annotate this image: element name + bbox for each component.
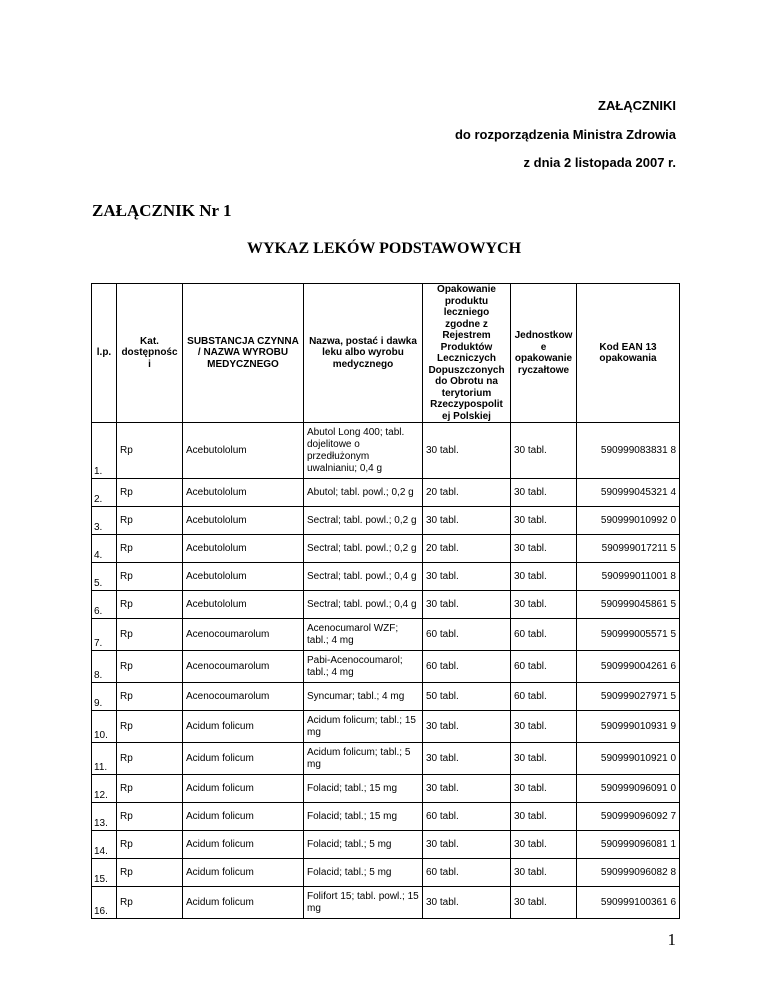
row-package: 30 tabl.: [423, 775, 511, 803]
row-unit-package: 60 tabl.: [511, 619, 577, 651]
table-row: [92, 619, 680, 651]
row-lp: 12.: [92, 775, 117, 803]
row-name: Acidum folicum; tabl.; 5 mg: [304, 743, 423, 775]
row-ean: 590999004261 6: [577, 651, 680, 683]
row-name: Folacid; tabl.; 5 mg: [304, 859, 423, 887]
row-package: 20 tabl.: [423, 535, 511, 563]
row-name: Folacid; tabl.; 15 mg: [304, 775, 423, 803]
row-lp: 9.: [92, 683, 117, 711]
row-ean: 590999010921 0: [577, 743, 680, 775]
row-unit-package: 30 tabl.: [511, 887, 577, 919]
row-package: 30 tabl.: [423, 591, 511, 619]
row-ean: 590999017211 5: [577, 535, 680, 563]
row-category: Rp: [117, 507, 183, 535]
row-substance: Acenocoumarolum: [183, 651, 304, 683]
row-ean: 590999011001 8: [577, 563, 680, 591]
row-package: 60 tabl.: [423, 803, 511, 831]
row-lp: 2.: [92, 479, 117, 507]
row-unit-package: 30 tabl.: [511, 507, 577, 535]
row-name: Folacid; tabl.; 15 mg: [304, 803, 423, 831]
header-regulation: do rozporządzenia Ministra Zdrowia: [454, 127, 676, 142]
col-header-lp: l.p.: [92, 284, 117, 423]
row-substance: Acidum folicum: [183, 711, 304, 743]
row-category: Rp: [117, 743, 183, 775]
row-unit-package: 60 tabl.: [511, 651, 577, 683]
row-name: Sectral; tabl. powl.; 0,4 g: [304, 591, 423, 619]
row-substance: Acebutololum: [183, 479, 304, 507]
row-substance: Acenocoumarolum: [183, 683, 304, 711]
row-unit-package: 60 tabl.: [511, 683, 577, 711]
row-substance: Acidum folicum: [183, 887, 304, 919]
row-unit-package: 30 tabl.: [511, 563, 577, 591]
table-row: [92, 507, 680, 535]
row-name: Sectral; tabl. powl.; 0,2 g: [304, 535, 423, 563]
row-lp: 7.: [92, 619, 117, 651]
header-date: z dnia 2 listopada 2007 r.: [523, 155, 676, 170]
row-category: Rp: [117, 479, 183, 507]
row-unit-package: 30 tabl.: [511, 831, 577, 859]
row-ean: 590999045321 4: [577, 479, 680, 507]
row-unit-package: 30 tabl.: [511, 743, 577, 775]
row-name: Syncumar; tabl.; 4 mg: [304, 683, 423, 711]
drug-table: [91, 283, 680, 919]
row-category: Rp: [117, 683, 183, 711]
col-header-name: Nazwa, postać i dawka leku albo wyrobu medycznego: [304, 284, 423, 423]
row-lp: 5.: [92, 563, 117, 591]
row-category: Rp: [117, 887, 183, 919]
row-lp: 11.: [92, 743, 117, 775]
row-category: Rp: [117, 775, 183, 803]
row-lp: 6.: [92, 591, 117, 619]
row-lp: 3.: [92, 507, 117, 535]
row-ean: 590999100361 6: [577, 887, 680, 919]
table-row: [92, 423, 680, 479]
row-substance: Acebutololum: [183, 535, 304, 563]
row-substance: Acebutololum: [183, 423, 304, 479]
row-name: Pabi-Acenocoumarol; tabl.; 4 mg: [304, 651, 423, 683]
row-lp: 4.: [92, 535, 117, 563]
row-unit-package: 30 tabl.: [511, 423, 577, 479]
row-package: 30 tabl.: [423, 423, 511, 479]
row-unit-package: 30 tabl.: [511, 479, 577, 507]
page-number: 1: [667, 930, 676, 949]
table-row: [92, 775, 680, 803]
row-category: Rp: [117, 651, 183, 683]
table-row: [92, 887, 680, 919]
row-substance: Acidum folicum: [183, 775, 304, 803]
row-substance: Acenocoumarolum: [183, 619, 304, 651]
row-unit-package: 30 tabl.: [511, 591, 577, 619]
row-lp: 16.: [92, 887, 117, 919]
row-ean: 590999083831 8: [577, 423, 680, 479]
row-name: Folacid; tabl.; 5 mg: [304, 831, 423, 859]
col-header-category: Kat. dostępnośc i: [117, 284, 183, 423]
row-category: Rp: [117, 535, 183, 563]
row-substance: Acidum folicum: [183, 831, 304, 859]
row-unit-package: 30 tabl.: [511, 859, 577, 887]
row-category: Rp: [117, 831, 183, 859]
row-category: Rp: [117, 619, 183, 651]
table-row: [92, 803, 680, 831]
row-name: Sectral; tabl. powl.; 0,2 g: [304, 507, 423, 535]
row-category: Rp: [117, 423, 183, 479]
col-header-unit-package: Jednostkow e opakowanie ryczałtowe: [511, 284, 577, 423]
row-ean: 590999005571 5: [577, 619, 680, 651]
table-row: [92, 535, 680, 563]
row-lp: 1.: [92, 423, 117, 479]
row-unit-package: 30 tabl.: [511, 535, 577, 563]
row-package: 60 tabl.: [423, 651, 511, 683]
row-lp: 14.: [92, 831, 117, 859]
row-category: Rp: [117, 591, 183, 619]
row-name: Acenocumarol WZF; tabl.; 4 mg: [304, 619, 423, 651]
row-unit-package: 30 tabl.: [511, 803, 577, 831]
table-row: [92, 651, 680, 683]
row-ean: 590999027971 5: [577, 683, 680, 711]
row-category: Rp: [117, 563, 183, 591]
row-lp: 8.: [92, 651, 117, 683]
row-ean: 590999045861 5: [577, 591, 680, 619]
row-package: 30 tabl.: [423, 563, 511, 591]
row-substance: Acidum folicum: [183, 803, 304, 831]
row-ean: 590999010992 0: [577, 507, 680, 535]
table-row: [92, 563, 680, 591]
row-ean: 590999096091 0: [577, 775, 680, 803]
table-row: [92, 859, 680, 887]
row-package: 30 tabl.: [423, 887, 511, 919]
row-package: 30 tabl.: [423, 831, 511, 859]
row-name: Sectral; tabl. powl.; 0,4 g: [304, 563, 423, 591]
row-category: Rp: [117, 859, 183, 887]
row-name: Acidum folicum; tabl.; 15 mg: [304, 711, 423, 743]
row-substance: Acebutololum: [183, 507, 304, 535]
table-row: [92, 479, 680, 507]
row-lp: 10.: [92, 711, 117, 743]
row-substance: Acebutololum: [183, 591, 304, 619]
row-name: Abutol Long 400; tabl. dojelitowe o przedłużonym uwalnianiu; 0,4 g: [304, 423, 423, 479]
row-name: Folifort 15; tabl. powl.; 15 mg: [304, 887, 423, 919]
row-package: 30 tabl.: [423, 507, 511, 535]
table-header-row: [92, 284, 680, 423]
row-package: 50 tabl.: [423, 683, 511, 711]
table-row: [92, 831, 680, 859]
row-ean: 590999096082 8: [577, 859, 680, 887]
row-ean: 590999096092 7: [577, 803, 680, 831]
row-lp: 15.: [92, 859, 117, 887]
row-package: 60 tabl.: [423, 619, 511, 651]
table-row: [92, 743, 680, 775]
row-substance: Acebutololum: [183, 563, 304, 591]
table-row: [92, 591, 680, 619]
col-header-substance: SUBSTANCJA CZYNNA / NAZWA WYROBU MEDYCZNEGO: [183, 284, 304, 423]
row-unit-package: 30 tabl.: [511, 775, 577, 803]
row-category: Rp: [117, 803, 183, 831]
row-package: 20 tabl.: [423, 479, 511, 507]
row-unit-package: 30 tabl.: [511, 711, 577, 743]
row-package: 60 tabl.: [423, 859, 511, 887]
annex-title: ZAŁĄCZNIK Nr 1: [92, 201, 232, 220]
list-title: WYKAZ LEKÓW PODSTAWOWYCH: [246, 240, 522, 257]
row-lp: 13.: [92, 803, 117, 831]
row-ean: 590999096081 1: [577, 831, 680, 859]
row-name: Abutol; tabl. powl.; 0,2 g: [304, 479, 423, 507]
table-row: [92, 711, 680, 743]
row-package: 30 tabl.: [423, 711, 511, 743]
row-package: 30 tabl.: [423, 743, 511, 775]
col-header-ean: Kod EAN 13 opakowania: [577, 284, 680, 423]
col-header-package: Opakowanie produktu leczniego zgodne z Rejestrem Produktów Leczniczych Dopuszczonych do Obrotu na terytorium Rzeczypospolit ej Polskiej: [423, 284, 511, 423]
header-annexes: ZAŁĄCZNIKI: [598, 98, 676, 113]
table-row: [92, 683, 680, 711]
row-substance: Acidum folicum: [183, 743, 304, 775]
row-category: Rp: [117, 711, 183, 743]
row-substance: Acidum folicum: [183, 859, 304, 887]
row-ean: 590999010931 9: [577, 711, 680, 743]
